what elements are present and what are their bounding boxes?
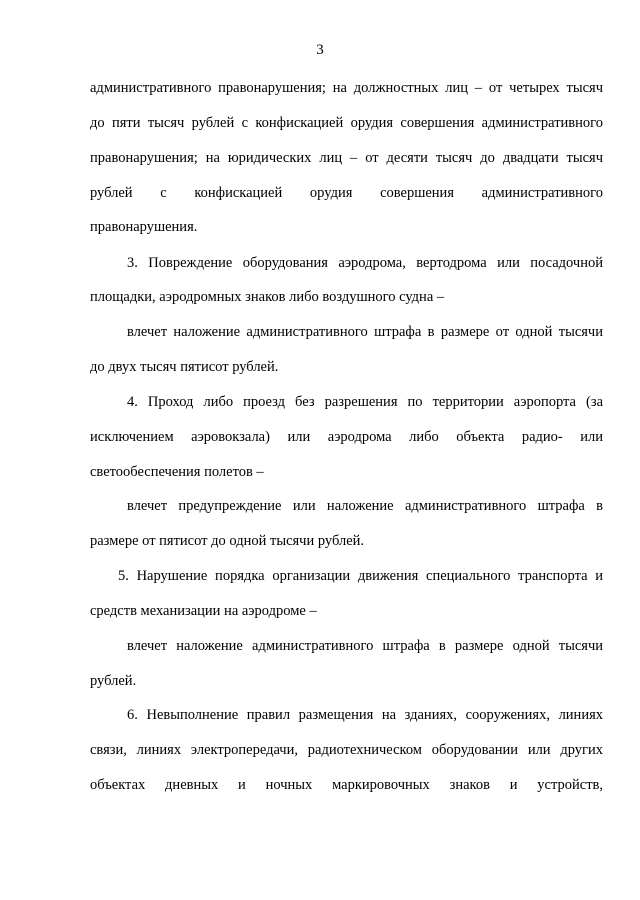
text-line: влечет наложение административного штрафа в размере от одной тысячи bbox=[127, 324, 603, 340]
text-line: правонарушения; на юридических лиц – от десяти тысяч до двадцати тысяч bbox=[90, 150, 603, 166]
text-line: площадки, аэродромных знаков либо воздушного судна – bbox=[90, 289, 445, 305]
text-line: до пяти тысяч рублей с конфискацией орудия совершения административного bbox=[90, 115, 603, 131]
text-line: 5. Нарушение порядка организации движения специального транспорта и bbox=[118, 568, 603, 584]
text-line: 3. Повреждение оборудования аэродрома, вертодрома или посадочной bbox=[127, 255, 603, 271]
text-line: влечет наложение административного штрафа в размере одной тысячи bbox=[127, 638, 603, 654]
text-line: до двух тысяч пятисот рублей. bbox=[90, 359, 279, 375]
text-line: рублей. bbox=[90, 673, 137, 689]
text-line: правонарушения. bbox=[90, 219, 198, 235]
text-line: размере от пятисот до одной тысячи рублей. bbox=[90, 533, 365, 549]
text-line: административного правонарушения; на должностных лиц – от четырех тысяч bbox=[90, 80, 603, 96]
page-number: 3 bbox=[316, 42, 324, 58]
text-line: светообеспечения полетов – bbox=[90, 464, 264, 480]
text-line: связи, линиях электропередачи, радиотехническом оборудовании или других bbox=[90, 742, 603, 758]
text-line: исключением аэровокзала) или аэродрома либо объекта радио- или bbox=[90, 429, 603, 445]
text-line: средств механизации на аэродроме – bbox=[90, 603, 317, 619]
text-line: 4. Проход либо проезд без разрешения по территории аэропорта (за bbox=[127, 394, 603, 410]
text-line: влечет предупреждение или наложение административного штрафа в bbox=[127, 498, 603, 514]
text-line: объектах дневных и ночных маркировочных знаков и устройств, bbox=[90, 777, 603, 793]
text-line: рублей с конфискацией орудия совершения административного bbox=[90, 185, 603, 201]
text-line: 6. Невыполнение правил размещения на зданиях, сооружениях, линиях bbox=[127, 707, 603, 723]
